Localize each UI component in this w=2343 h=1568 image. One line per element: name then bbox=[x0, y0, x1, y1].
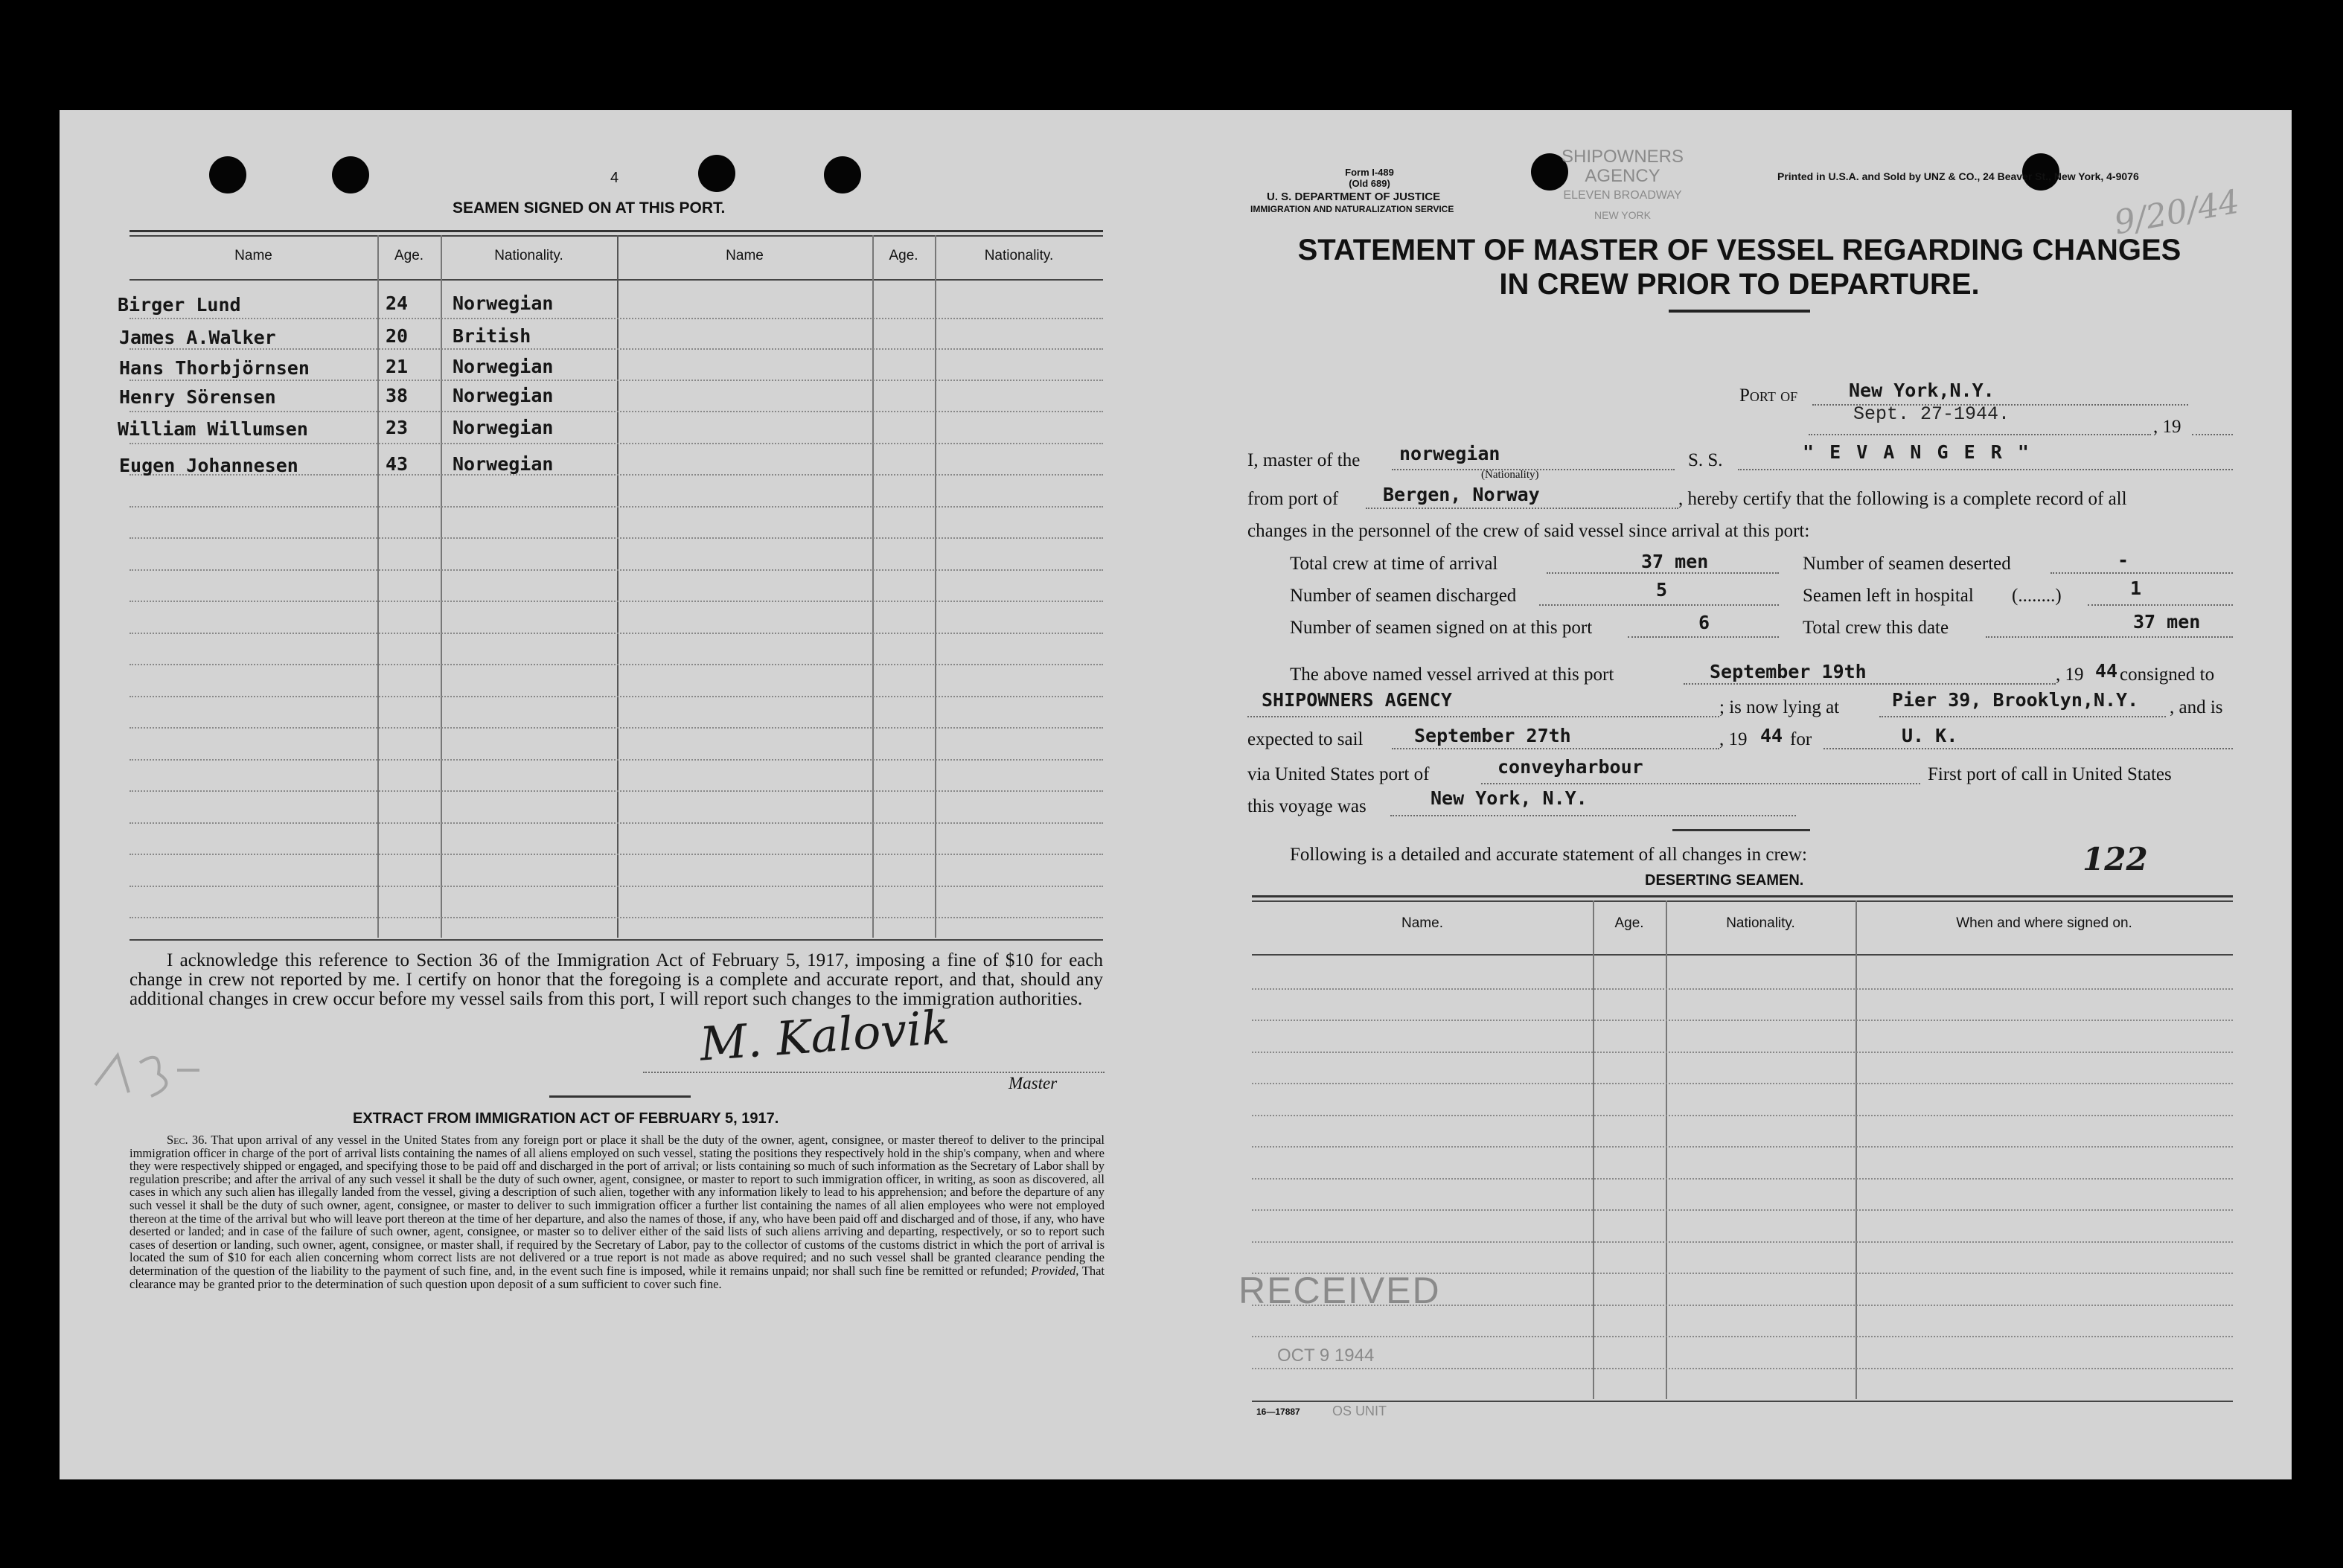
seaman-age: 24 bbox=[386, 292, 409, 314]
discharged-label: Number of seamen discharged bbox=[1290, 586, 1517, 606]
seaman-nationality: Norwegian bbox=[453, 356, 554, 377]
acknowledgement-text: I acknowledge this reference to Section 36 of the Immigration Act of February 5, 1917, imposing a fine of $10 for each change in crew not reported by me. I certify on honor that the foregoing is a complete and accurate report, and that, should any additional changes in crew occur before my vessel sails from this port, I will report such changes to the immigration authorities. bbox=[130, 950, 1103, 1009]
seaman-nationality: Norwegian bbox=[453, 417, 554, 438]
received-date-stamp: OCT 9 1944 bbox=[1277, 1345, 1375, 1366]
punch-hole bbox=[698, 155, 735, 192]
form-title: STATEMENT OF MASTER OF VESSEL REGARDING CHANGES IN CREW PRIOR TO DEPARTURE. bbox=[1297, 234, 2181, 301]
extract-title: EXTRACT FROM IMMIGRATION ACT OF FEBRUARY 5, 1917. bbox=[353, 1110, 779, 1127]
hospital-label: Seamen left in hospital bbox=[1803, 586, 1974, 606]
total-arrival-value: 37 men bbox=[1641, 551, 1709, 572]
deserting-title: DESERTING SEAMEN. bbox=[1645, 872, 1804, 889]
nationality-caption: (Nationality) bbox=[1481, 469, 1539, 481]
handwritten-number: 122 bbox=[2083, 841, 2148, 877]
port-label: Port of bbox=[1739, 385, 1798, 406]
lying-at-value: Pier 39, Brooklyn,N.Y. bbox=[1892, 689, 2139, 711]
this-voyage-label: this voyage was bbox=[1247, 796, 1367, 816]
seaman-name: James A.Walker bbox=[119, 327, 276, 348]
seaman-age: 20 bbox=[386, 325, 409, 347]
consigned-to-label: consigned to bbox=[2120, 665, 2215, 685]
form-number: Form I-489 (Old 689) bbox=[1345, 167, 1394, 189]
for-value: U. K. bbox=[1902, 725, 1958, 746]
col-header-nationality: Nationality. bbox=[494, 248, 563, 263]
master-of-label: I, master of the bbox=[1247, 450, 1361, 470]
from-port-value: Bergen, Norway bbox=[1383, 484, 1540, 505]
col-header-age-2: Age. bbox=[889, 248, 918, 263]
lying-at-label: ; is now lying at bbox=[1719, 697, 1840, 717]
date-value: Sept. 27-1944. bbox=[1853, 403, 2010, 425]
desert-header-age: Age. bbox=[1614, 915, 1644, 931]
margin-note: 9/20/44 bbox=[2111, 182, 2243, 243]
punch-hole bbox=[332, 156, 369, 193]
signed-on-label: Number of seamen signed on at this port bbox=[1290, 618, 1593, 638]
col-header-name-2: Name bbox=[726, 248, 764, 263]
and-is-label: , and is bbox=[2170, 697, 2223, 717]
via-port-label: via United States port of bbox=[1247, 764, 1430, 784]
seaman-age: 21 bbox=[386, 356, 409, 377]
seaman-age: 23 bbox=[386, 417, 409, 438]
signed-on-table-title: SEAMEN SIGNED ON AT THIS PORT. bbox=[453, 199, 726, 217]
total-this-date-value: 37 men bbox=[2133, 611, 2201, 633]
bottom-stamp: OS UNIT bbox=[1332, 1404, 1387, 1418]
arrived-date: September 19th bbox=[1710, 661, 1867, 682]
arrived-year: 44 bbox=[2095, 660, 2118, 682]
seaman-nationality: British bbox=[453, 325, 531, 347]
col-header-name: Name bbox=[234, 248, 272, 263]
deserted-label: Number of seamen deserted bbox=[1803, 554, 2011, 574]
from-port-label: from port of bbox=[1247, 489, 1339, 509]
vessel-nationality: norwegian bbox=[1399, 443, 1500, 464]
seaman-nationality: Norwegian bbox=[453, 453, 554, 475]
via-port-value: conveyharbour bbox=[1497, 756, 1643, 778]
following-text: Following is a detailed and accurate statement of all changes in crew: bbox=[1290, 845, 1807, 865]
page-number: 4 bbox=[610, 170, 619, 186]
hospital-value: 1 bbox=[2130, 577, 2142, 599]
department-name: U. S. DEPARTMENT OF JUSTICE bbox=[1267, 191, 1441, 203]
changes-text: changes in the personnel of the crew of said vessel since arrival at this port: bbox=[1247, 521, 1810, 541]
consignee-value: SHIPOWNERS AGENCY bbox=[1262, 689, 1452, 711]
printer-info: Printed in U.S.A. and Sold by UNZ & CO., 24 Beaver St., New York, 4-9076 bbox=[1777, 170, 2139, 182]
seaman-age: 43 bbox=[386, 453, 409, 475]
hospital-struck: (........) bbox=[2012, 586, 2062, 606]
seaman-name: Birger Lund bbox=[118, 294, 241, 316]
desert-header-name: Name. bbox=[1401, 915, 1443, 931]
col-header-age: Age. bbox=[394, 248, 424, 263]
seaman-nationality: Norwegian bbox=[453, 385, 554, 406]
arrived-year-prefix: , 19 bbox=[2056, 665, 2084, 685]
seaman-name: William Willumsen bbox=[118, 418, 308, 440]
vessel-name: " E V A N G E R " bbox=[1803, 441, 2031, 463]
pencil-mark bbox=[88, 1040, 207, 1107]
discharged-value: 5 bbox=[1656, 579, 1668, 601]
desert-header-nationality: Nationality. bbox=[1726, 915, 1795, 931]
seaman-name: Eugen Johannesen bbox=[119, 455, 298, 476]
bottom-code: 16—17887 bbox=[1256, 1407, 1300, 1417]
expected-year: 44 bbox=[1760, 725, 1783, 746]
deserted-value: - bbox=[2117, 549, 2129, 571]
arrived-label: The above named vessel arrived at this port bbox=[1290, 665, 1614, 685]
col-header-nationality-2: Nationality. bbox=[984, 248, 1054, 263]
punch-hole bbox=[824, 156, 861, 193]
this-voyage-value: New York, N.Y. bbox=[1431, 787, 1588, 809]
ss-label: S. S. bbox=[1688, 450, 1723, 470]
expected-year-prefix: , 19 bbox=[1719, 729, 1748, 749]
punch-hole bbox=[209, 156, 246, 193]
total-arrival-label: Total crew at time of arrival bbox=[1290, 554, 1498, 574]
seaman-nationality: Norwegian bbox=[453, 292, 554, 314]
signed-on-value: 6 bbox=[1698, 612, 1710, 633]
expected-date: September 27th bbox=[1414, 725, 1571, 746]
seaman-age: 38 bbox=[386, 385, 409, 406]
total-this-date-label: Total crew this date bbox=[1803, 618, 1949, 638]
service-name: IMMIGRATION AND NATURALIZATION SERVICE bbox=[1250, 204, 1454, 214]
extract-text: Sec. 36. That upon arrival of any vessel in the United States from any foreign port or place it shall be the duty of the owner, agent, consignee, or master thereof to deliver to the principal immigration officer in charge of the port of arrival lists containing the names of all aliens employed on such vessel, stating the positions they respectively hold in the ship's company, when and where they were respectively shipped or engaged, and specifying those to be paid off and discharged in the port of arrival; or lists containing so much of such information as the Secretary of Labor shall by regulation prescribe; and after the arrival of any such vessel it shall be the duty of such owner, agent, consignee, or master to report to such immigration officer, in writing, as soon as discovered, all cases in which any such alien has illegally landed from the vessel, giving a description of such alien, together with any information likely to lead to his apprehension; and before the departure of any such vessel it shall be the duty of such owner, agent, consignee, or master to deliver to such immigration officer a further list containing the names of all alien employees who were not employed thereon at the time of the arrival but who will leave port thereon at the time of her departure, and also the names of those, if any, who have been paid off and discharged and of those, if any, who have deserted or landed; and in case of the failure of such owner, agent, consignee, or master so to deliver either of the said lists of such aliens arriving and departing, respectively, or so to report such cases of desertion or landing, such owner, agent, consignee, or master shall, if required by the Secretary of Labor, pay to the collector of customs of the customs district in which the port of arrival is located the sum of $10 for each alien concerning whom correct lists are not delivered or a true report is not made as above required; and no such vessel shall be granted clearance pending the determination of the question of the liability to the payment of such fine, and, in the event such fine is imposed, while it remains unpaid; nor shall such fine be remitted or refunded; Provided, That clearance may be granted prior to the determination of such question upon deposit of a sum sufficient to cover such fine. bbox=[130, 1133, 1105, 1291]
port-value: New York,N.Y. bbox=[1849, 380, 1995, 401]
master-label: Master bbox=[1009, 1074, 1058, 1092]
seaman-name: Hans Thorbjörnsen bbox=[119, 357, 310, 379]
seaman-name: Henry Sörensen bbox=[119, 386, 276, 408]
first-port-label: First port of call in United States bbox=[1928, 764, 2172, 784]
received-stamp: RECEIVED bbox=[1238, 1270, 1441, 1311]
master-signature: M. Kalovik bbox=[697, 999, 951, 1072]
agency-stamp: SHIPOWNERS AGENCY ELEVEN BROADWAY NEW YORK bbox=[1561, 147, 1684, 221]
expected-label: expected to sail bbox=[1247, 729, 1364, 749]
desert-header-signed-on: When and where signed on. bbox=[1956, 915, 2132, 931]
year-printed: , 19 bbox=[2153, 417, 2181, 437]
for-label: for bbox=[1790, 729, 1812, 749]
certify-text: , hereby certify that the following is a complete record of all bbox=[1678, 489, 2127, 509]
